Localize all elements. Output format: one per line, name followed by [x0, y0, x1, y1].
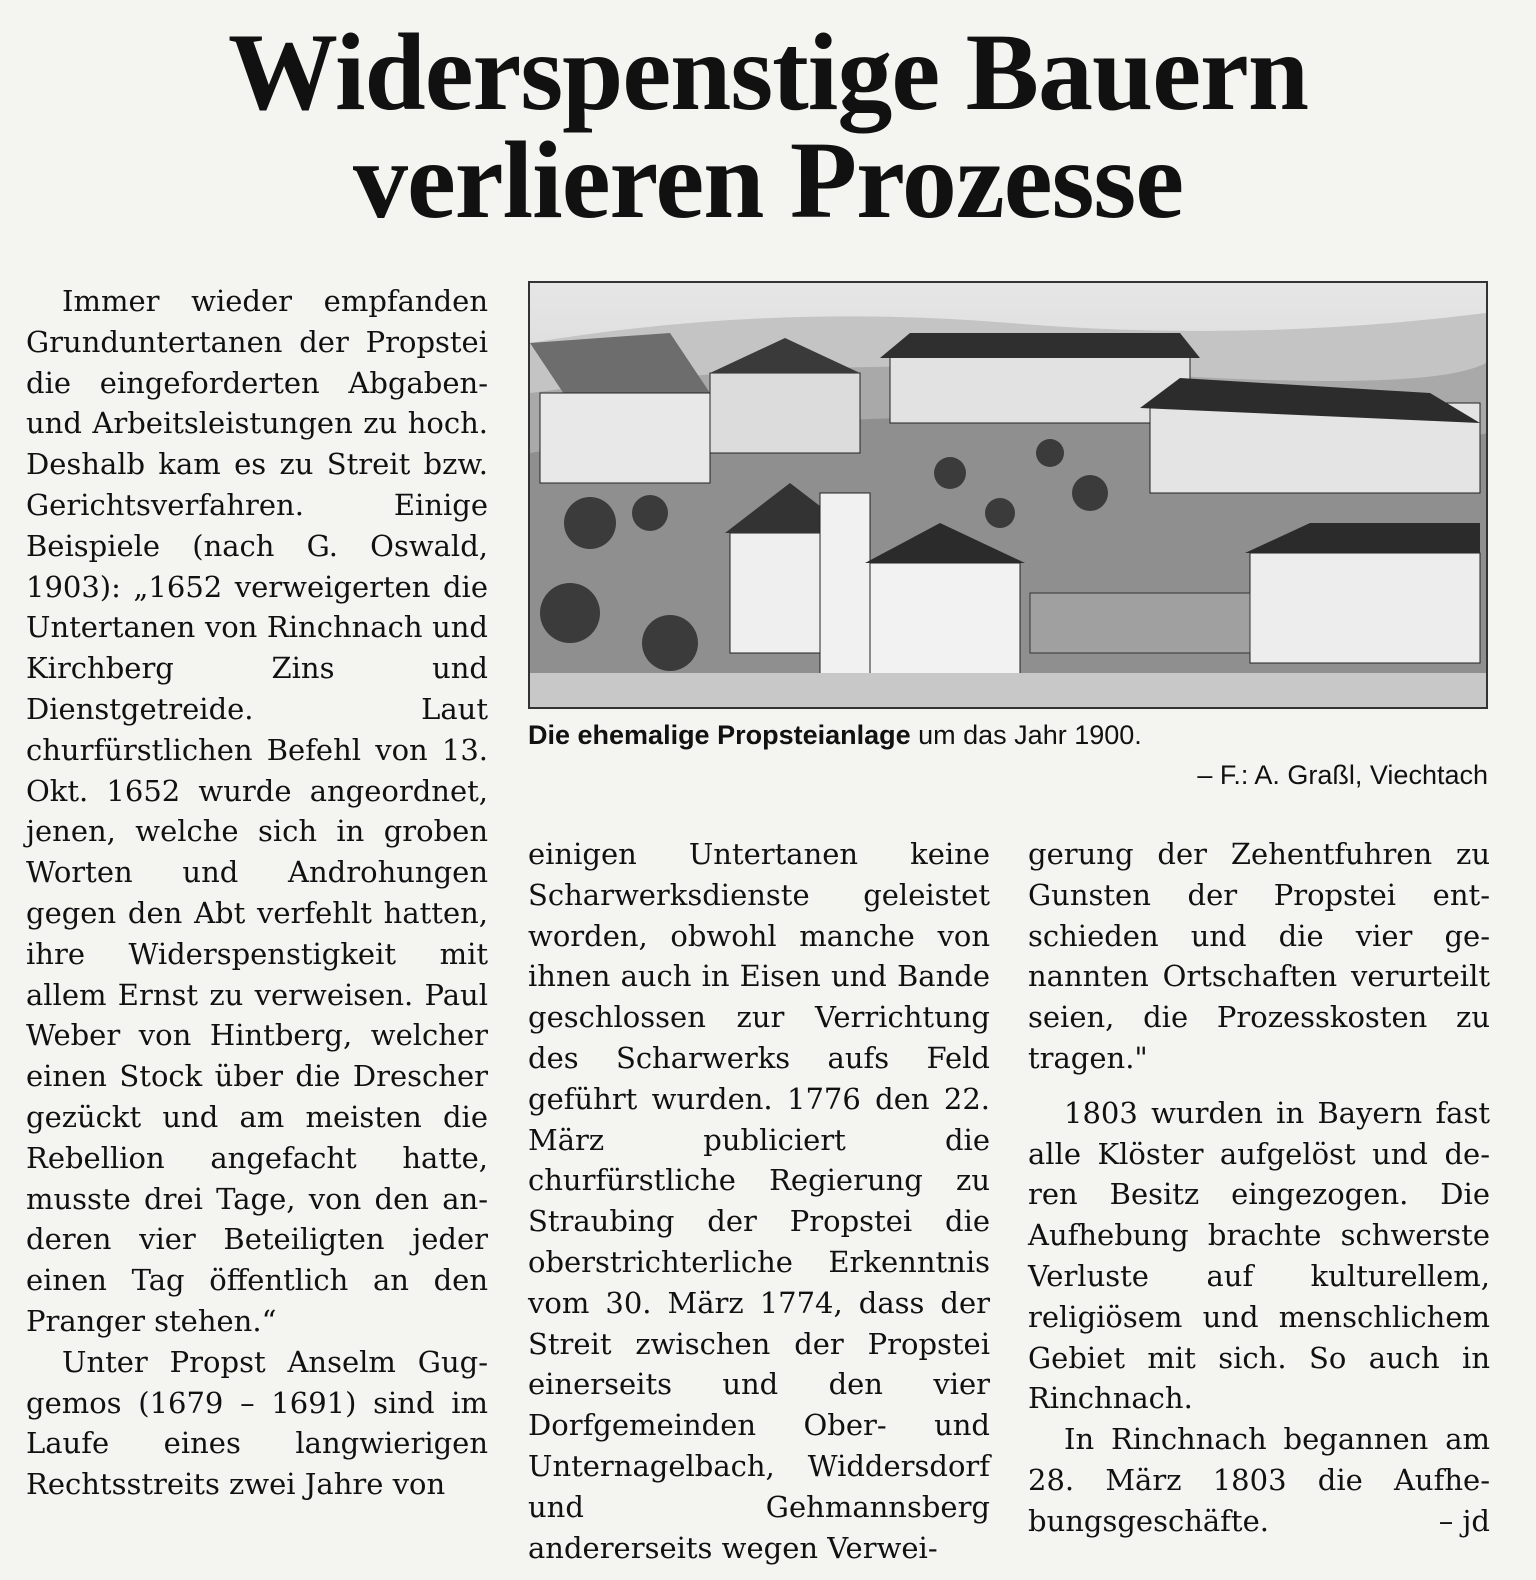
col2-paragraph-1: einigen Untertanen keine Scharwerksdienste geleistet worden, obwohl manche von ihnen auch in Eisen und Bande geschlossen zur Verrichtung des Scharwerks aufs Feld geführt wurden. 1776 den 22. März publiciert die churfürstliche Regierung zu Straubing der Propstei die oberstrichterliche Erkenntnis vom 30. März 1774, dass der Streit zwischen der Propstei einerseits und den vier Dorfgemeinden Ober- und Unternagelbach, Widdersdorf und Gehmannsberg andererseits wegen Verwei- — [528, 837, 990, 1565]
column-1 — [26, 281, 488, 1505]
propstei-illustration — [530, 283, 1486, 707]
column-3 — [1028, 834, 1490, 1542]
caption-bold: Die ehemalige Propsteianlage — [528, 720, 911, 750]
headline-line-2: verlieren Prozesse — [352, 119, 1184, 241]
caption-rest: um das Jahr 1900. — [910, 720, 1142, 750]
headline-line-1: Widerspenstige Bauern — [227, 11, 1309, 133]
col3-paragraph-3-text: In Rinchnach begannen am 28. März 1803 die Aufhebungsgeschäfte. — [1028, 1422, 1490, 1538]
column-2 — [528, 834, 990, 1568]
article-headline — [0, 11, 1536, 241]
photo-caption — [528, 716, 1488, 754]
col3-paragraph-2: 1803 wurden in Bayern fast alle Klöster aufgelöst und deren Besitz eingezogen. Die Aufhebung brachte schwerste Verluste auf kulturellem, religiösem und menschlichem Gebiet mit sich. So auch in Rinchnach. — [1028, 1095, 1490, 1416]
col1-paragraph-1: Immer wieder empfanden Grunduntertanen der Propstei die eingeforderten Abgaben- und Arbeitsleistungen zu hoch. Deshalb kam es zu Streit bzw. Gerichtsverfahren. Einige Beispiele (nach G. Oswald, 1903): „1652 verweigerten die Untertanen von Rinchnach und Kirchberg Zins und Dienstgetreide. Laut churfürstlichen Befehl von 13. Okt. 1652 wurde angeordnet, jenen, welche sich in groben Worten und Androhungen gegen den Abt verfehlt hatten, ihre Widerspenstigkeit mit allem Ernst zu verweisen. Paul Weber von Hintberg, welcher einen Stock über die Drescher gezückt und am meisten die Rebellion angefacht hatte, musste drei Tage, von den anderen vier Beteiligten jeder einen Tag öffentlich an den Pranger stehen.“ — [26, 284, 488, 1338]
author-signoff: – jd — [1438, 1503, 1490, 1538]
col3-paragraph-1: gerung der Zehentfuhren zu Gunsten der Propstei entschieden und die vier genannten Ortschaften verurteilt seien, die Prozesskosten zu tragen." — [1028, 837, 1490, 1075]
propstei-photo — [528, 281, 1488, 709]
col3-paragraph-3 — [1028, 1419, 1490, 1541]
photo-credit: – F.: A. Graßl, Viechtach — [1197, 760, 1488, 790]
col1-paragraph-2: Unter Propst Anselm Guggemos (1679 – 1691) sind im Laufe eines langwierigen Rechtsstreits zwei Jahre von — [26, 1344, 488, 1502]
